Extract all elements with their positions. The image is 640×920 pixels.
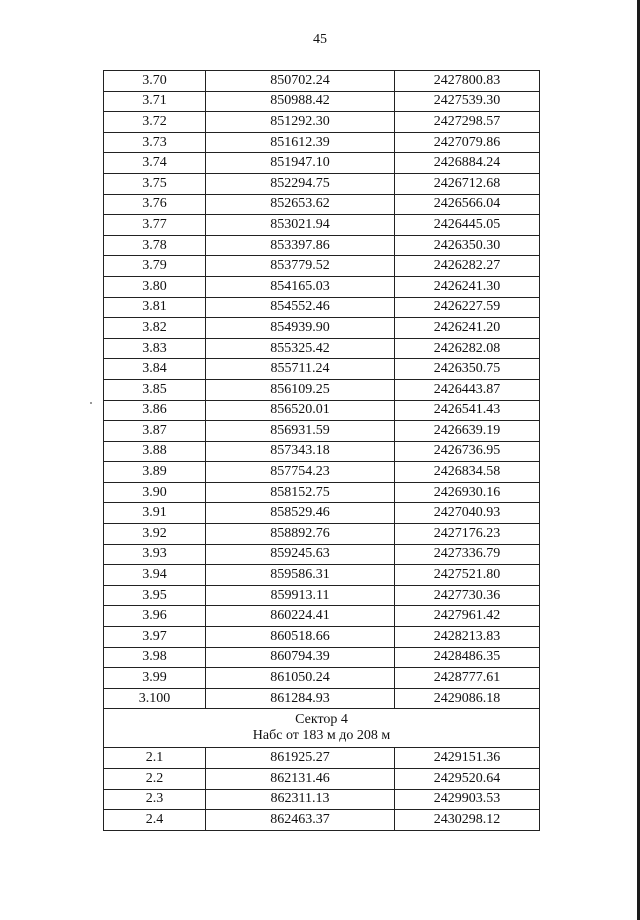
point-number-cell: 3.96 (104, 606, 206, 627)
page-number: 45 (313, 32, 327, 47)
x-coordinate-cell: 852294.75 (206, 173, 395, 194)
point-number-cell: 3.77 (104, 215, 206, 236)
y-coordinate-cell: 2426227.59 (395, 297, 540, 318)
point-number-cell: 3.81 (104, 297, 206, 318)
section-header-body (104, 709, 540, 748)
x-coordinate-cell: 851947.10 (206, 153, 395, 174)
table-row (104, 421, 540, 442)
x-coordinate-cell: 855711.24 (206, 359, 395, 380)
point-number-cell: 2.1 (104, 748, 206, 769)
table-row (104, 194, 540, 215)
table-row (104, 379, 540, 400)
x-coordinate-cell: 854939.90 (206, 318, 395, 339)
table-body-before (104, 71, 540, 709)
y-coordinate-cell: 2426639.19 (395, 421, 540, 442)
table-row (104, 810, 540, 831)
y-coordinate-cell: 2429151.36 (395, 748, 540, 769)
table-row (104, 462, 540, 483)
x-coordinate-cell: 850702.24 (206, 71, 395, 92)
coordinates-table (103, 70, 540, 831)
point-number-cell: 3.89 (104, 462, 206, 483)
table-row (104, 71, 540, 92)
table-row (104, 153, 540, 174)
x-coordinate-cell: 860518.66 (206, 627, 395, 648)
table-row (104, 688, 540, 709)
x-coordinate-cell: 858892.76 (206, 524, 395, 545)
table-row (104, 318, 540, 339)
y-coordinate-cell: 2426241.20 (395, 318, 540, 339)
y-coordinate-cell: 2426350.30 (395, 235, 540, 256)
y-coordinate-cell: 2427730.36 (395, 585, 540, 606)
y-coordinate-cell: 2427298.57 (395, 112, 540, 133)
y-coordinate-cell: 2427800.83 (395, 71, 540, 92)
table-row (104, 338, 540, 359)
point-number-cell: 3.91 (104, 503, 206, 524)
y-coordinate-cell: 2426712.68 (395, 173, 540, 194)
y-coordinate-cell: 2428777.61 (395, 668, 540, 689)
x-coordinate-cell: 862131.46 (206, 769, 395, 790)
scan-speck (90, 402, 92, 404)
x-coordinate-cell: 857754.23 (206, 462, 395, 483)
point-number-cell: 2.3 (104, 789, 206, 810)
table-row (104, 173, 540, 194)
y-coordinate-cell: 2426350.75 (395, 359, 540, 380)
point-number-cell: 3.99 (104, 668, 206, 689)
table-row (104, 132, 540, 153)
x-coordinate-cell: 855325.42 (206, 338, 395, 359)
table-row (104, 544, 540, 565)
table-row (104, 627, 540, 648)
table-row (104, 748, 540, 769)
y-coordinate-cell: 2426282.27 (395, 256, 540, 277)
x-coordinate-cell: 859245.63 (206, 544, 395, 565)
x-coordinate-cell: 859913.11 (206, 585, 395, 606)
x-coordinate-cell: 860794.39 (206, 647, 395, 668)
y-coordinate-cell: 2426834.58 (395, 462, 540, 483)
point-number-cell: 3.95 (104, 585, 206, 606)
y-coordinate-cell: 2427521.80 (395, 565, 540, 586)
y-coordinate-cell: 2429520.64 (395, 769, 540, 790)
y-coordinate-cell: 2427539.30 (395, 91, 540, 112)
y-coordinate-cell: 2426884.24 (395, 153, 540, 174)
x-coordinate-cell: 854165.03 (206, 276, 395, 297)
section-header-row (104, 709, 540, 748)
point-number-cell: 3.70 (104, 71, 206, 92)
y-coordinate-cell: 2427961.42 (395, 606, 540, 627)
y-coordinate-cell: 2429086.18 (395, 688, 540, 709)
table-row (104, 585, 540, 606)
table-row (104, 235, 540, 256)
x-coordinate-cell: 852653.62 (206, 194, 395, 215)
table-row (104, 215, 540, 236)
x-coordinate-cell: 862463.37 (206, 810, 395, 831)
x-coordinate-cell: 860224.41 (206, 606, 395, 627)
x-coordinate-cell: 853779.52 (206, 256, 395, 277)
table-row (104, 769, 540, 790)
x-coordinate-cell: 857343.18 (206, 441, 395, 462)
y-coordinate-cell: 2426566.04 (395, 194, 540, 215)
point-number-cell: 3.85 (104, 379, 206, 400)
point-number-cell: 3.75 (104, 173, 206, 194)
x-coordinate-cell: 853397.86 (206, 235, 395, 256)
x-coordinate-cell: 856520.01 (206, 400, 395, 421)
x-coordinate-cell: 862311.13 (206, 789, 395, 810)
point-number-cell: 3.97 (104, 627, 206, 648)
table-row (104, 297, 540, 318)
y-coordinate-cell: 2426282.08 (395, 338, 540, 359)
x-coordinate-cell: 856109.25 (206, 379, 395, 400)
point-number-cell: 3.83 (104, 338, 206, 359)
point-number-cell: 3.76 (104, 194, 206, 215)
table-body-after (104, 748, 540, 830)
x-coordinate-cell: 851612.39 (206, 132, 395, 153)
y-coordinate-cell: 2430298.12 (395, 810, 540, 831)
x-coordinate-cell: 854552.46 (206, 297, 395, 318)
section-subtitle: Набс от 183 м до 208 м (252, 728, 391, 744)
table-row (104, 503, 540, 524)
x-coordinate-cell: 851292.30 (206, 112, 395, 133)
section-header-cell (104, 709, 540, 748)
point-number-cell: 3.71 (104, 91, 206, 112)
y-coordinate-cell: 2427176.23 (395, 524, 540, 545)
point-number-cell: 2.2 (104, 769, 206, 790)
point-number-cell: 3.82 (104, 318, 206, 339)
y-coordinate-cell: 2427040.93 (395, 503, 540, 524)
table-row (104, 441, 540, 462)
table-row (104, 400, 540, 421)
table-row (104, 359, 540, 380)
y-coordinate-cell: 2426443.87 (395, 379, 540, 400)
y-coordinate-cell: 2426241.30 (395, 276, 540, 297)
point-number-cell: 3.88 (104, 441, 206, 462)
table-row (104, 256, 540, 277)
table-row (104, 789, 540, 810)
x-coordinate-cell: 856931.59 (206, 421, 395, 442)
point-number-cell: 3.72 (104, 112, 206, 133)
table-row (104, 112, 540, 133)
point-number-cell: 3.87 (104, 421, 206, 442)
point-number-cell: 3.74 (104, 153, 206, 174)
point-number-cell: 3.98 (104, 647, 206, 668)
table-row (104, 482, 540, 503)
point-number-cell: 3.86 (104, 400, 206, 421)
section-title: Сектор 4 (295, 712, 348, 728)
table-row (104, 524, 540, 545)
x-coordinate-cell: 861284.93 (206, 688, 395, 709)
table-row (104, 276, 540, 297)
y-coordinate-cell: 2429903.53 (395, 789, 540, 810)
y-coordinate-cell: 2426541.43 (395, 400, 540, 421)
table-row (104, 668, 540, 689)
table-row (104, 647, 540, 668)
y-coordinate-cell: 2427336.79 (395, 544, 540, 565)
y-coordinate-cell: 2426736.95 (395, 441, 540, 462)
x-coordinate-cell: 858152.75 (206, 482, 395, 503)
point-number-cell: 3.93 (104, 544, 206, 565)
point-number-cell: 3.79 (104, 256, 206, 277)
point-number-cell: 3.100 (104, 688, 206, 709)
y-coordinate-cell: 2427079.86 (395, 132, 540, 153)
point-number-cell: 3.78 (104, 235, 206, 256)
point-number-cell: 3.94 (104, 565, 206, 586)
y-coordinate-cell: 2426930.16 (395, 482, 540, 503)
y-coordinate-cell: 2426445.05 (395, 215, 540, 236)
x-coordinate-cell: 850988.42 (206, 91, 395, 112)
point-number-cell: 3.84 (104, 359, 206, 380)
x-coordinate-cell: 858529.46 (206, 503, 395, 524)
point-number-cell: 3.73 (104, 132, 206, 153)
x-coordinate-cell: 853021.94 (206, 215, 395, 236)
point-number-cell: 3.90 (104, 482, 206, 503)
point-number-cell: 3.92 (104, 524, 206, 545)
x-coordinate-cell: 861050.24 (206, 668, 395, 689)
table-row (104, 91, 540, 112)
point-number-cell: 3.80 (104, 276, 206, 297)
y-coordinate-cell: 2428486.35 (395, 647, 540, 668)
table-row (104, 606, 540, 627)
x-coordinate-cell: 861925.27 (206, 748, 395, 769)
table-row (104, 565, 540, 586)
y-coordinate-cell: 2428213.83 (395, 627, 540, 648)
x-coordinate-cell: 859586.31 (206, 565, 395, 586)
point-number-cell: 2.4 (104, 810, 206, 831)
